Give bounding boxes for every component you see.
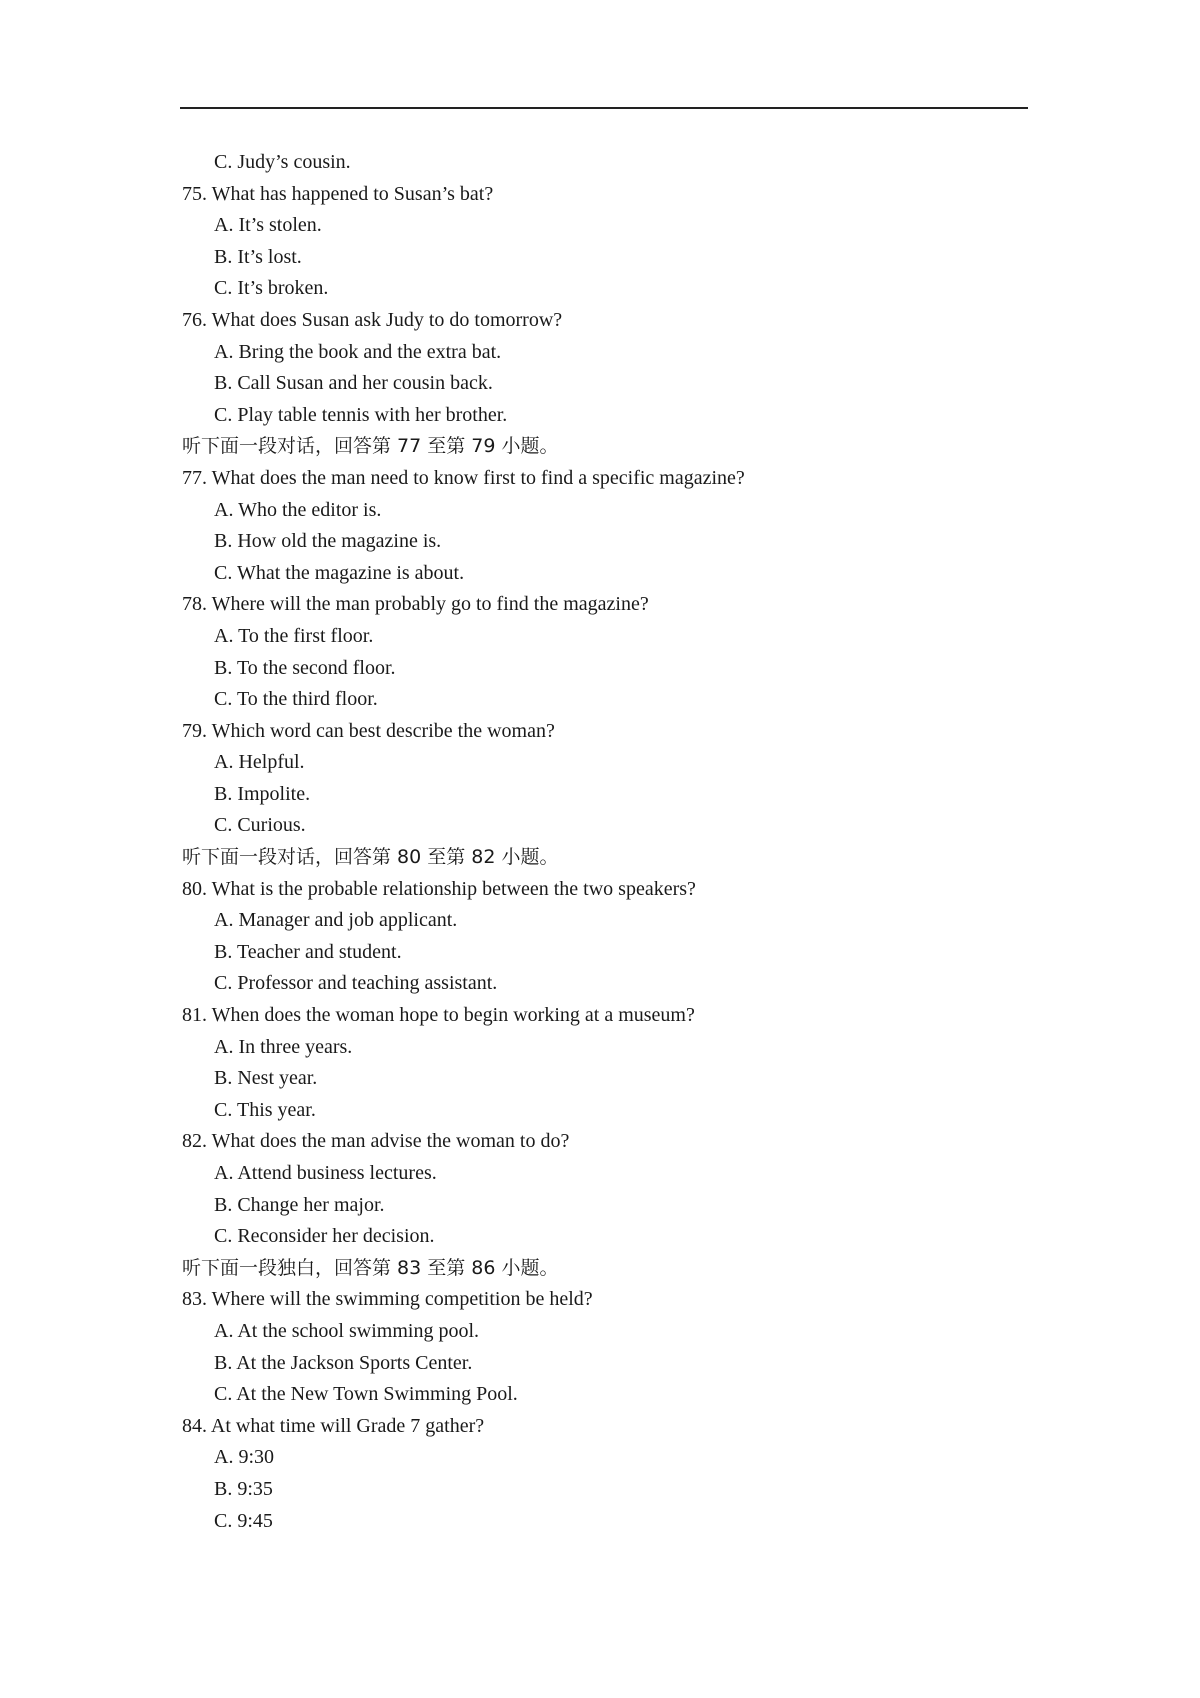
answer-option: A. At the school swimming pool. [214, 1319, 479, 1342]
question-text: 83. Where will the swimming competition be held? [182, 1288, 593, 1311]
answer-option: C. Judy’s cousin. [214, 151, 351, 173]
answer-option: B. At the Jackson Sports Center. [214, 1351, 473, 1374]
section-instruction: 听下面一段独白，回答第 83 至第 86 小题。 [182, 1256, 559, 1279]
answer-option: A. Attend business lectures. [214, 1162, 437, 1184]
section-instruction: 听下面一段对话，回答第 77 至第 79 小题。 [182, 435, 559, 458]
answer-option: C. At the New Town Swimming Pool. [214, 1383, 518, 1406]
answer-option: C. 9:45 [214, 1509, 273, 1532]
answer-option: B. Teacher and student. [214, 940, 402, 963]
section-instruction: 听下面一段对话，回答第 80 至第 82 小题。 [182, 846, 559, 869]
answer-option: C. Reconsider her decision. [214, 1225, 435, 1248]
answer-option: A. Bring the book and the extra bat. [214, 340, 502, 363]
answer-option: B. To the second floor. [214, 656, 396, 679]
answer-option: A. 9:30 [214, 1446, 274, 1469]
question-text: 84. At what time will Grade 7 gather? [182, 1414, 485, 1437]
question-text: 81. When does the woman hope to begin working at a museum? [182, 1004, 695, 1027]
question-text: 78. Where will the man probably go to find the magazine? [182, 593, 649, 616]
answer-option: C. What the magazine is about. [214, 561, 465, 584]
question-text: 82. What does the man advise the woman to do? [182, 1130, 570, 1153]
answer-option: A. Manager and job applicant. [214, 909, 458, 932]
answer-option: C. Professor and teaching assistant. [214, 972, 498, 995]
answer-option: A. Helpful. [214, 751, 305, 774]
answer-option: B. Call Susan and her cousin back. [214, 372, 493, 395]
question-text: 79. Which word can best describe the woman? [182, 719, 555, 742]
answer-option: C. It’s broken. [214, 277, 329, 300]
answer-option: B. 9:35 [214, 1477, 273, 1500]
answer-option: B. Change her major. [214, 1193, 385, 1216]
question-text: 76. What does Susan ask Judy to do tomorrow? [182, 308, 563, 331]
question-list [182, 147, 1042, 1537]
question-text: 77. What does the man need to know first to find a specific magazine? [182, 466, 745, 489]
answer-option: C. This year. [214, 1098, 316, 1121]
answer-option: C. Curious. [214, 814, 306, 837]
answer-option: B. Impolite. [214, 782, 311, 805]
answer-option: A. To the first floor. [214, 624, 374, 647]
answer-option: C. To the third floor. [214, 688, 378, 711]
question-text: 80. What is the probable relationship between the two speakers? [182, 877, 696, 900]
answer-option: B. It’s lost. [214, 245, 302, 268]
answer-option: A. It’s stolen. [214, 214, 322, 237]
answer-option: A. Who the editor is. [214, 498, 382, 521]
question-text: 75. What has happened to Susan’s bat? [182, 182, 494, 205]
answer-option: B. How old the magazine is. [214, 530, 442, 553]
answer-option: B. Nest year. [214, 1067, 318, 1090]
answer-option: A. In three years. [214, 1035, 353, 1058]
header-rule [180, 107, 1028, 109]
answer-option: C. Play table tennis with her brother. [214, 403, 508, 426]
